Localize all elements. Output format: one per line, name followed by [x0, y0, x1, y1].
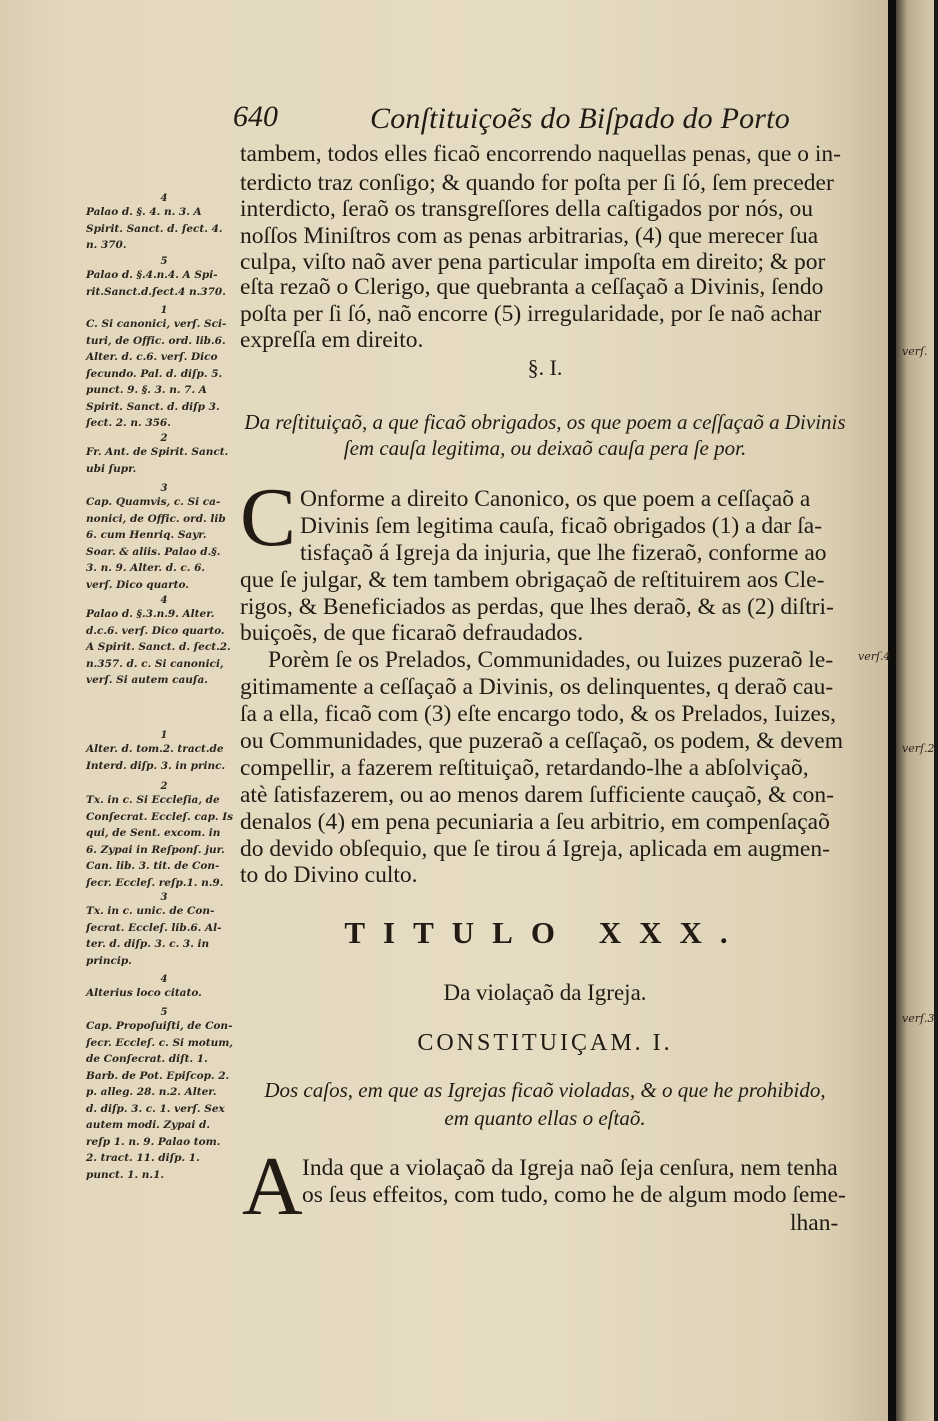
body-line: culpa, viſto naõ aver pena particular impoſta em direito; & por — [240, 249, 826, 275]
note-line: Spirit. Sanct. d. diſp 3. — [86, 400, 220, 413]
margin-note — [86, 306, 242, 432]
note-line: Fr. Ant. de Spirit. Sanct. — [86, 446, 229, 458]
note-line: ſecrat. Eccleſ. lib.6. Al- — [86, 921, 222, 934]
body-line: buiçoẽs, de que ficaraõ defraudados. — [240, 620, 584, 646]
section-summary: ſem cauſa legitima, ou deixaõ cauſa pera ſe por. — [343, 436, 747, 460]
margin-note — [86, 782, 242, 891]
note-line: Cap. Quamvis, c. Si ca- — [86, 496, 221, 508]
body-line: os ſeus effeitos, com tudo, como he de algum modo ſeme- — [302, 1182, 846, 1208]
constituicam-heading: CONSTITUIÇAM. I. — [417, 1030, 673, 1056]
body-line: atè ſatisfazerem, ou ao menos darem ſufficiente cauçaõ, & con- — [240, 782, 834, 808]
note-line: Interd. diſp. 3. in princ. — [86, 759, 226, 772]
note-line: ſect. 2. n. 356. — [86, 417, 171, 429]
body-line: Porèm ſe os Prelados, Communidades, ou Iuizes puzeraõ le- — [268, 647, 834, 673]
note-line: rit.Sanct.d.ſect.4 n.370. — [86, 285, 226, 298]
note-line: Alterius loco citato. — [86, 987, 202, 999]
body-line: Divinis ſem legitima cauſa, ficaõ obrigados (1) a dar ſa- — [300, 513, 823, 539]
note-line: d. diſp. 3. c. 1. verſ. Sex — [86, 1102, 225, 1115]
note-line: de Conſecrat. diſt. 1. — [86, 1053, 208, 1065]
note-line: Tx. in c. unic. de Con- — [86, 905, 215, 917]
note-number: 1 — [160, 730, 168, 741]
note-line: Palao d. §.3.n.9. Alter. — [86, 608, 215, 620]
adjacent-page-edge — [896, 0, 934, 1421]
note-line: Can. lib. 3. tit. de Con- — [86, 860, 220, 872]
note-line: ſecr. Eccleſ. c. Si motum, — [86, 1036, 234, 1049]
running-title: Conſtituiçoẽs do Biſpado do Porto — [370, 102, 790, 135]
body-line: compellir, a fazerem reſtituiçaõ, retardando-lhe a abſolviçaõ, — [240, 755, 809, 781]
note-line: n.357. d. c. Si canonici, — [86, 657, 224, 670]
note-line: d.c.6. verſ. Dico quarto. — [86, 624, 225, 637]
note-number: 4 — [160, 595, 168, 606]
body-line: Onforme a direito Canonico, os que poem a ceſſaçaõ a — [300, 486, 811, 512]
note-line: Tx. in c. Si Eccleſia, de — [86, 794, 220, 806]
margin-note — [86, 731, 242, 774]
note-number: 2 — [160, 781, 168, 792]
constituicam-summary: em quanto ellas o eſtaõ. — [444, 1106, 646, 1130]
note-line: A Spirit. Sanct. d. ſect.2. — [86, 641, 231, 653]
note-line: Soar. & aliis. Palao d.§. — [86, 545, 221, 558]
note-line: ter. d. diſp. 3. c. 3. in — [86, 938, 210, 950]
body-line: rigos, & Beneficiados as perdas, que lhes deraõ, & as (2) diſtri- — [240, 594, 834, 620]
note-line: verſ. Dico quarto. — [86, 578, 189, 591]
note-number: 2 — [160, 433, 168, 444]
note-line: verſ. Si autem cauſa. — [86, 674, 208, 686]
note-line: Alter. d. c.6. verſ. Dico — [86, 351, 218, 363]
note-number: 4 — [160, 193, 168, 204]
body-line: tisfaçaõ á Igreja da injuria, que lhe fizeraõ, conforme ao — [300, 540, 827, 566]
note-number: 5 — [160, 256, 168, 267]
constituicam-summary: Dos caſos, em que as Igrejas ficaõ violadas, & o que he prohibido, — [264, 1078, 826, 1102]
note-line: Cap. Propoſuiſti, de Con- — [86, 1020, 233, 1032]
note-line: C. Si canonici, verſ. Sci- — [86, 318, 227, 330]
body-line: noſſos Miniſtros com as penas arbitrarias, (4) que merecer ſua — [240, 223, 819, 249]
note-line: reſp 1. n. 9. Palao tom. — [86, 1135, 221, 1148]
body-line: Inda que a violaçaõ da Igreja naõ ſeja cenſura, nem tenha — [302, 1155, 838, 1181]
note-line: nonici, de Offic. ord. lib — [86, 512, 226, 525]
margin-note — [86, 257, 242, 300]
body-line: to do Divino culto. — [240, 862, 418, 888]
margin-note — [86, 484, 242, 593]
body-line: ou Communidades, que puzeraõ a ceſſaçaõ, os podem, & devem — [240, 728, 843, 754]
note-line: 2. tract. 11. diſp. 1. — [86, 1152, 200, 1164]
note-number: 3 — [160, 892, 168, 903]
titulo-subtitle: Da violaçaõ da Igreja. — [443, 980, 647, 1005]
note-line: Alter. d. tom.2. tract.de — [86, 743, 224, 755]
adjacent-page-note: verſ.2. — [902, 742, 938, 755]
titulo-heading: TITULO XXX. — [344, 915, 746, 950]
note-number: 1 — [160, 305, 168, 316]
note-line: p. alleg. 28. n.2. Alter. — [86, 1086, 217, 1098]
body-line: poſta per ſi ſó, naõ encorre (5) irregularidade, por ſe naõ achar — [240, 301, 822, 327]
section-summary: Da reſtituiçaõ, a que ficaõ obrigados, os que poem a ceſſaçaõ a Divinis — [244, 410, 846, 434]
body-line: que ſe julgar, & tem tambem obrigaçaõ de reſtituirem aos Cle- — [240, 567, 825, 593]
note-line: 3. n. 9. Alter. d. c. 6. — [86, 562, 206, 574]
note-line: punct. 9. §. 3. n. 7. A — [86, 384, 207, 396]
note-number: 3 — [160, 483, 168, 494]
body-line: tambem, todos elles ficaõ encorrendo naquellas penas, que o in- — [240, 141, 842, 167]
note-number: 4 — [160, 974, 168, 985]
margin-note — [86, 596, 242, 689]
note-line: Conſecrat. Eccleſ. cap. Is — [86, 810, 234, 823]
page-number: 640 — [233, 100, 278, 133]
margin-note — [86, 1008, 242, 1183]
drop-capital: A — [242, 1140, 303, 1233]
margin-note — [86, 975, 242, 1002]
note-line: 6. cum Henriq. Sayr. — [86, 529, 207, 541]
note-line: ſecr. Eccleſ. reſp.1. n.9. — [86, 876, 224, 889]
body-line: expreſſa em direito. — [240, 327, 424, 353]
body-line: ſa a ella, ficaõ com (3) eſte encargo todo, & os Prelados, Iuizes, — [240, 701, 836, 727]
note-line: punct. 1. n.1. — [86, 1168, 165, 1181]
note-line: Barb. de Pot. Epiſcop. 2. — [86, 1069, 230, 1082]
catchword: lhan- — [790, 1210, 839, 1236]
margin-note — [86, 434, 242, 477]
margin-note — [86, 194, 242, 254]
note-number: 5 — [160, 1007, 168, 1018]
body-line: denalos (4) em pena pecuniaria a ſeu arbitrio, em compenſaçaõ — [240, 809, 830, 835]
drop-capital: C — [240, 471, 297, 564]
note-line: Palao d. §.4.n.4. A Spi- — [86, 269, 218, 281]
adjacent-page-note: verſ. — [902, 345, 928, 358]
adjacent-page-note: verſ.3. — [902, 1012, 938, 1025]
body-line: gitimamente a ceſſaçaõ a Divinis, os delinquentes, q deraõ cau- — [240, 674, 834, 700]
note-line: 6. Zypai in Reſponſ. jur. — [86, 843, 225, 856]
body-line: do devido obſequio, que ſe tirou á Igreja, aplicada em augmen- — [240, 836, 830, 862]
body-line: eſta rezaõ o Clerigo, que quebranta a ceſſaçaõ a Divinis, ſendo — [240, 274, 824, 300]
note-line: princip. — [86, 954, 132, 967]
note-line: Spirit. Sanct. d. ſect. 4. — [86, 222, 223, 235]
body-line: interdicto, ſeraõ os transgreſſores della caſtigados por nós, ou — [240, 196, 813, 222]
note-line: n. 370. — [86, 239, 127, 251]
note-line: qui, de Sent. excom. in — [86, 827, 221, 839]
section-mark: §. I. — [527, 355, 563, 380]
note-line: ubi ſupr. — [86, 462, 137, 475]
body-line: terdicto traz conſigo; & quando for poſta per ſi ſó, ſem preceder — [240, 170, 834, 196]
margin-note — [86, 893, 242, 969]
note-line: ſecundo. Pal. d. diſp. 5. — [86, 367, 223, 380]
adjacent-page-note: verſ.4 — [858, 650, 891, 663]
note-line: turi, de Offic. ord. lib.6. — [86, 334, 226, 347]
note-line: Palao d. §. 4. n. 3. A — [86, 206, 202, 218]
note-line: autem modi. Zypai d. — [86, 1119, 211, 1131]
